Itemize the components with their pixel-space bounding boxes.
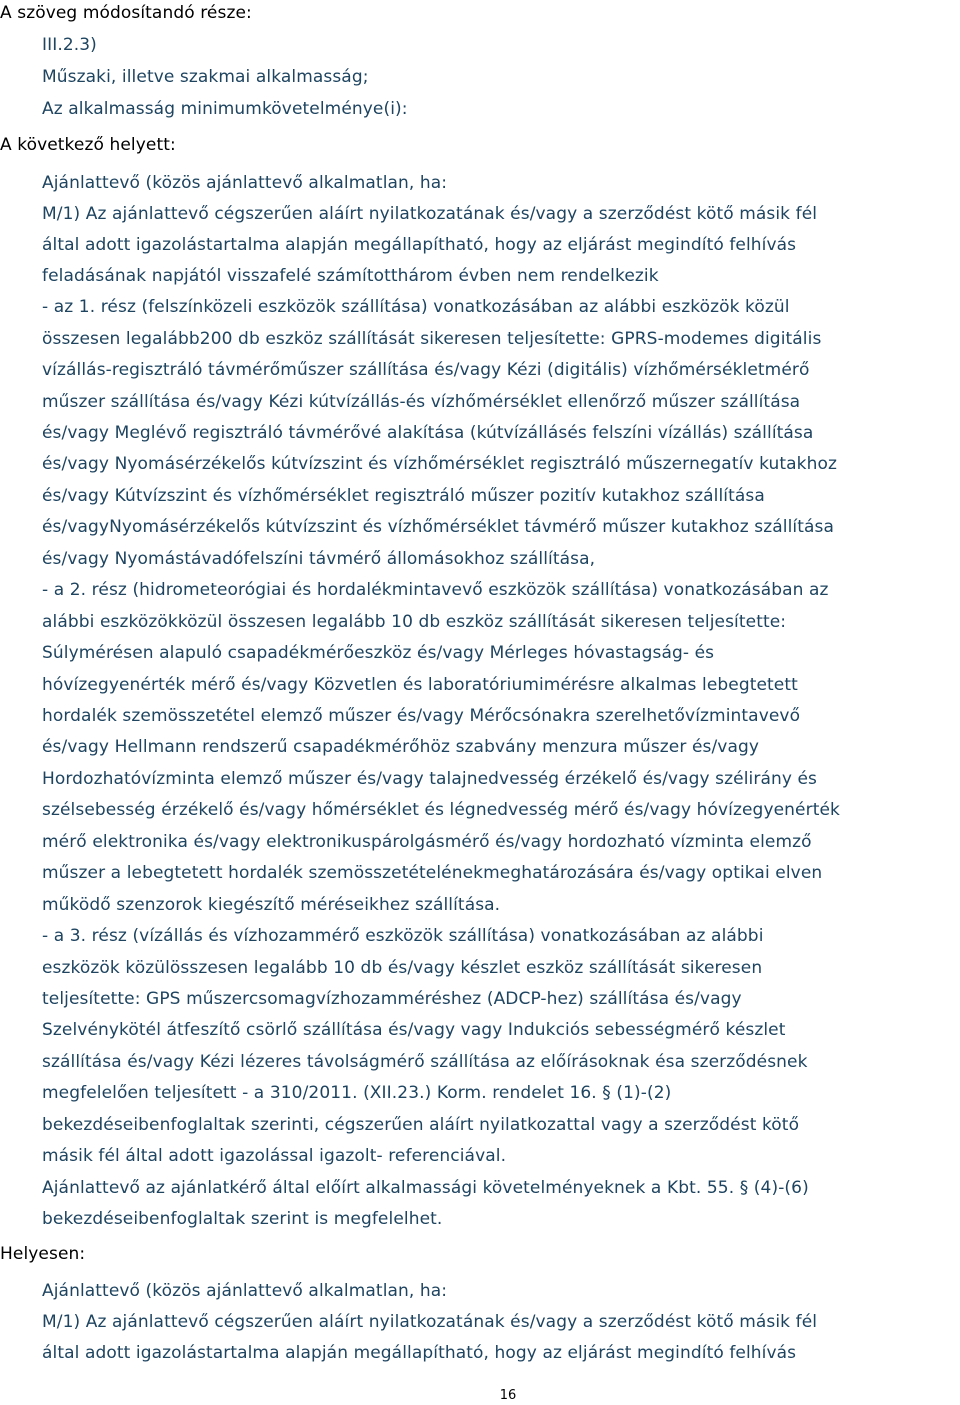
text-line: M/1) Az ajánlattevő cégszerűen aláírt nyilatkozatának és/vagy a szerződést kötő másik fél	[42, 204, 818, 224]
text-line: Súlymérésen alapuló csapadékmérőeszköz és/vagy Mérleges hóvastagság- és	[42, 643, 715, 663]
text-line: Ajánlattevő az ajánlatkérő által előírt alkalmassági követelményeknek a Kbt. 55. § (4)-(6)	[42, 1178, 809, 1198]
text-line: megfelelően teljesített - a 310/2011. (XII.23.) Korm. rendelet 16. § (1)-(2)	[42, 1083, 672, 1103]
text-line: és/vagy Hellmann rendszerű csapadékmérőhöz szabvány menzura műszer és/vagy	[42, 737, 760, 757]
text-line: Ajánlattevő (közös ajánlattevő alkalmatlan, ha:	[42, 1281, 448, 1301]
text-line: szállítása és/vagy Kézi lézeres távolságmérő szállítása az előírásoknak ésa szerződésnek	[42, 1052, 808, 1072]
heading-modify: A szöveg módosítandó része:	[0, 3, 252, 23]
text-line: feladásának napjától visszafelé számítotthárom évben nem rendelkezik	[42, 266, 659, 286]
text-line: alábbi eszközökközül összesen legalább 10 db eszköz szállítását sikeresen teljesítette:	[42, 612, 787, 632]
text-line: M/1) Az ajánlattevő cégszerűen aláírt nyilatkozatának és/vagy a szerződést kötő másik fél	[42, 1312, 818, 1332]
text-line: műszer a lebegtetett hordalék szemösszetételénekmeghatározására és/vagy optikai elven	[42, 863, 823, 883]
text-line: hordalék szemösszetétel elemző műszer és/vagy Mérőcsónakra szerelhetővízmintavevő	[42, 706, 801, 726]
section-subtitle: Az alkalmasság minimumkövetelménye(i):	[42, 99, 408, 119]
text-line: eszközök közülösszesen legalább 10 db és/vagy készlet eszköz szállítását sikeresen	[42, 958, 763, 978]
text-line: összesen legalább200 db eszköz szállítását sikeresen teljesítette: GPRS-modemes digitális	[42, 329, 822, 349]
heading-instead: A következő helyett:	[0, 135, 176, 155]
text-line: és/vagyNyomásérzékelős kútvízszint és vízhőmérséklet távmérő műszer kutakhoz szállítása	[42, 517, 835, 537]
text-line: - a 2. rész (hidrometeorógiai és hordalékmintavevő eszközök szállítása) vonatkozásában az	[42, 580, 829, 600]
text-line: másik fél által adott igazolással igazolt- referenciával.	[42, 1146, 507, 1166]
text-line: által adott igazolástartalma alapján megállapítható, hogy az eljárást megindító felhívás	[42, 1343, 797, 1363]
text-line: szélsebesség érzékelő és/vagy hőmérséklet és légnedvesség mérő és/vagy hóvízegyenérték	[42, 800, 840, 820]
text-line: Hordozhatóvízminta elemző műszer és/vagy talajnedvesség érzékelő és/vagy szélirány és	[42, 769, 818, 789]
heading-correct: Helyesen:	[0, 1244, 86, 1264]
text-line: és/vagy Nyomásérzékelős kútvízszint és vízhőmérséklet regisztráló műszernegatív kutakhoz	[42, 454, 837, 474]
text-line: Ajánlattevő (közös ajánlattevő alkalmatlan, ha:	[42, 173, 448, 193]
section-ref: III.2.3)	[42, 35, 97, 55]
text-line: bekezdéseibenfoglaltak szerint is megfelelhet.	[42, 1209, 443, 1229]
text-line: Szelvénykötél átfeszítő csörlő szállítása és/vagy vagy Indukciós sebességmérő készlet	[42, 1020, 786, 1040]
text-line: bekezdéseibenfoglaltak szerinti, cégszerűen aláírt nyilatkozattal vagy a szerződést kötő	[42, 1115, 800, 1135]
text-line: és/vagy Kútvízszint és vízhőmérséklet regisztráló műszer pozitív kutakhoz szállítása	[42, 486, 765, 506]
text-line: műszer szállítása és/vagy Kézi kútvízállás-és vízhőmérséklet ellenőrző műszer szállítása	[42, 392, 801, 412]
text-line: vízállás-regisztráló távmérőműszer szállítása és/vagy Kézi (digitális) vízhőmérsékletmérő	[42, 360, 810, 380]
text-line: és/vagy Nyomástávadófelszíni távmérő állomásokhoz szállítása,	[42, 549, 596, 569]
text-line: mérő elektronika és/vagy elektronikuspárolgásmérő és/vagy hordozható vízminta elemző	[42, 832, 812, 852]
text-line: és/vagy Meglévő regisztráló távmérővé alakítása (kútvízállásés felszíni vízállás) szállítása	[42, 423, 814, 443]
text-line: teljesítette: GPS műszercsomagvízhozamméréshez (ADCP-hez) szállítása és/vagy	[42, 989, 742, 1009]
text-line: hóvízegyenérték mérő és/vagy Közvetlen és laboratóriumimérésre alkalmas lebegtetett	[42, 675, 798, 695]
text-line: - a 3. rész (vízállás és vízhozammérő eszközök szállítása) vonatkozásában az alábbi	[42, 926, 764, 946]
text-line: által adott igazolástartalma alapján megállapítható, hogy az eljárást megindító felhívás	[42, 235, 797, 255]
text-line: működő szenzorok kiegészítő méréseikhez szállítása.	[42, 895, 501, 915]
text-line: - az 1. rész (felszínközeli eszközök szállítása) vonatkozásában az alábbi eszközök közül	[42, 297, 790, 317]
section-title: Műszaki, illetve szakmai alkalmasság;	[42, 67, 369, 87]
page-number: 16	[499, 1388, 517, 1403]
